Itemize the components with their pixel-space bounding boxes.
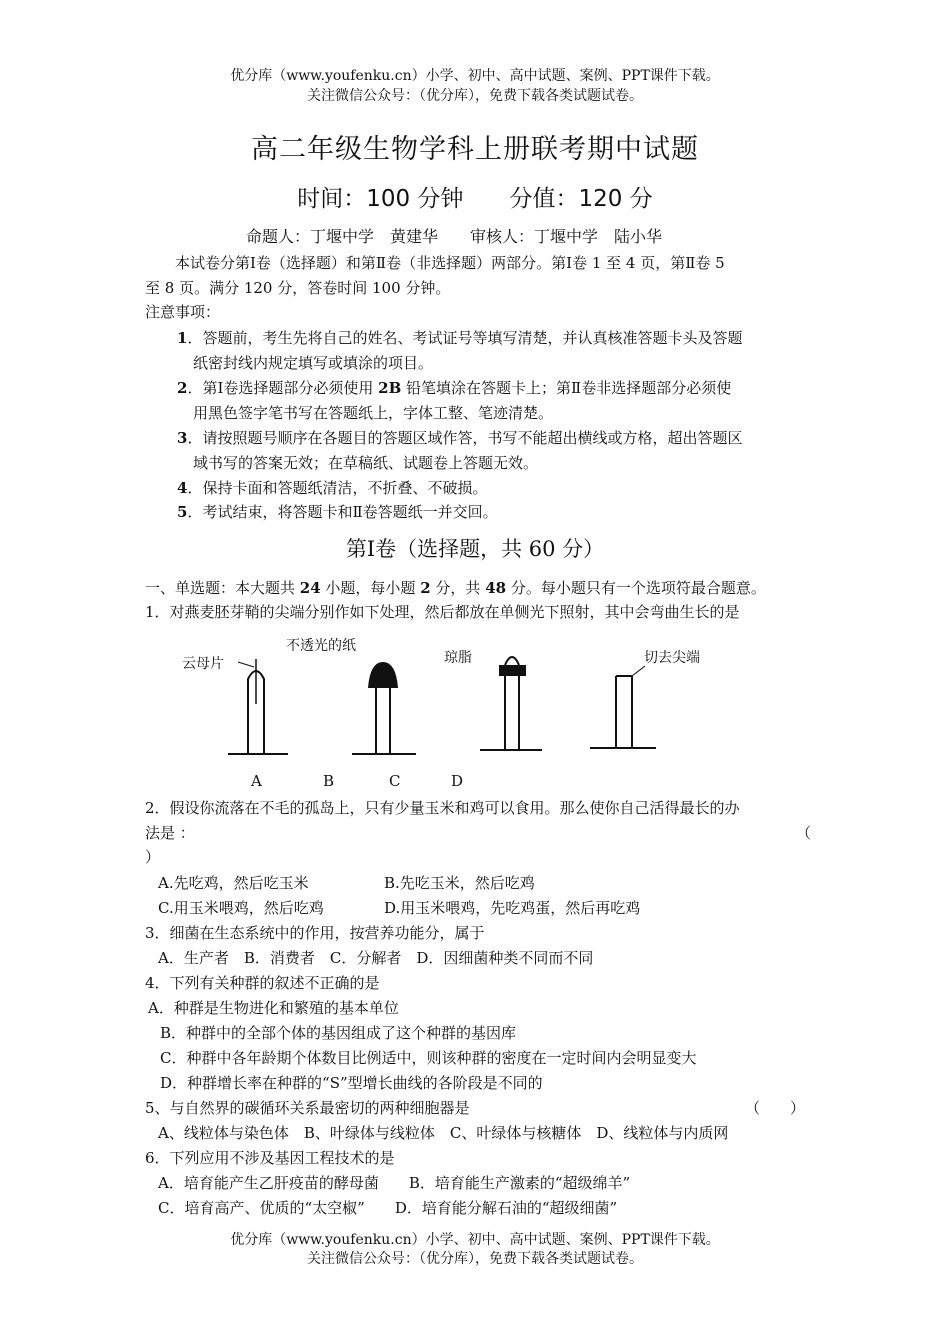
- question-4-option-b: B．种群中的全部个体的基因组成了这个种群的基因库: [160, 1024, 517, 1042]
- answer-paren-close: ）: [145, 848, 161, 866]
- question-6-options-ab: A．培育能产生乙肝疫苗的酵母菌 B．培育能生产激素的“超级绵羊”: [158, 1174, 631, 1192]
- note-5: 5．考试结束，将答题卡和Ⅱ卷答题纸一并交回。: [177, 503, 498, 521]
- exam-score: 分值：120 分: [509, 186, 653, 212]
- footer-line-1: 优分库（www.youfenku.cn）小学、初中、高中试题、案例、PPT课件下载。: [230, 1232, 720, 1248]
- question-5-paren: （ ）: [745, 1099, 806, 1117]
- figure-option-d: D: [451, 772, 464, 790]
- section-instructions: 一、单选题：本大题共 24 小题，每小题 2 分，共 48 分。每小题只有一个选项符最合题意。: [145, 579, 766, 597]
- question-6-stem: 6．下列应用不涉及基因工程技术的是: [145, 1149, 395, 1167]
- note-3-line-2: 域书写的答案无效；在草稿纸、试题卷上答题无效。: [193, 454, 539, 472]
- figure-option-a: A: [251, 772, 262, 790]
- figure-option-c: C: [389, 772, 401, 790]
- opaque-paper-cap: [368, 662, 398, 688]
- section-heading: 第Ⅰ卷（选择题，共 60 分）: [345, 537, 605, 561]
- question-6-options-cd: C．培育高产、优质的“太空椒” D．培育能分解石油的“超级细菌”: [158, 1199, 618, 1217]
- question-4-option-c: C．种群中各年龄期个体数目比例适中，则该种群的密度在一定时间内会明显变大: [160, 1049, 697, 1067]
- question-2-option-a: A.先吃鸡，然后吃玉米: [158, 874, 309, 892]
- question-3-options: A．生产者 B．消费者 C．分解者 D．因细菌种类不同而不同: [158, 949, 594, 967]
- question-2-stem-2: 法是 ：: [145, 824, 195, 842]
- intro-line-1: 本试卷分第Ⅰ卷（选择题）和第Ⅱ卷（非选择题）两部分。第Ⅰ卷 1 至 4 页，第Ⅱ卷 5: [175, 254, 725, 272]
- exam-subtitle: [0, 184, 950, 214]
- agar-block: [499, 665, 526, 676]
- coleoptile-d: [590, 666, 656, 748]
- figure-option-b: B: [323, 772, 335, 790]
- question-5-options: A、线粒体与染色体 B、叶绿体与线粒体 C、叶绿体与核糖体 D、线粒体与内质网: [158, 1124, 729, 1142]
- coleoptile-a: [228, 659, 288, 754]
- question-4-option-d: D．种群增长率在种群的“S”型增长曲线的各阶段是不同的: [160, 1074, 543, 1092]
- figure-label-cut-tip: 切去尖端: [644, 650, 700, 666]
- note-3-line-1: 3．请按照题号顺序在各题目的答题区域作答，书写不能超出横线或方格，超出答题区: [177, 429, 743, 447]
- notes-heading: 注意事项：: [145, 303, 221, 321]
- header-line-2: 关注微信公众号：（优分库），免费下载各类试题试卷。: [307, 88, 643, 104]
- intro-line-2: 至 8 页。满分 120 分，答卷时间 100 分钟。: [145, 279, 451, 297]
- header-line-1: 优分库（www.youfenku.cn）小学、初中、高中试题、案例、PPT课件下载。: [230, 68, 720, 84]
- page-title: 高二年级生物学科上册联考期中试题: [251, 134, 699, 165]
- exam-time: 时间：100 分钟: [297, 186, 464, 212]
- note-4: 4．保持卡面和答题纸清洁，不折叠、不破损。: [177, 479, 488, 497]
- question-2-option-c: C.用玉米喂鸡，然后吃鸡: [158, 899, 324, 917]
- note-1-line-2: 纸密封线内规定填写或填涂的项目。: [193, 354, 434, 372]
- question-2-stem-1: 2．假设你流落在不毛的孤岛上，只有少量玉米和鸡可以食用。那么使你自己活得最长的办: [145, 799, 740, 817]
- coleoptile-figure: [170, 632, 700, 802]
- note-1-line-1: 1．答题前，考生先将自己的姓名、考试证号等填写清楚，并认真核准答题卡头及答题: [177, 329, 743, 347]
- question-2-option-d: D.用玉米喂鸡，先吃鸡蛋，然后再吃鸡: [384, 899, 641, 917]
- figure-label-agar: 琼脂: [444, 650, 472, 666]
- note-2-line-1: 2．第Ⅰ卷选择题部分必须使用 2B 铅笔填涂在答题卡上；第Ⅱ卷非选择题部分必须使: [177, 379, 732, 397]
- question-2-option-b: B.先吃玉米，然后吃鸡: [384, 874, 535, 892]
- question-1-stem: 1．对燕麦胚芽鞘的尖端分别作如下处理，然后都放在单侧光下照射，其中会弯曲生长的是: [145, 603, 740, 621]
- question-5-stem: 5、与自然界的碳循环关系最密切的两种细胞器是: [145, 1099, 470, 1117]
- answer-paren-open: （: [796, 824, 812, 842]
- authors-line: 命题人：丁堰中学 黄建华 审核人：丁堰中学 陆小华: [246, 227, 663, 246]
- question-4-stem: 4．下列有关种群的叙述不正确的是: [145, 974, 380, 992]
- question-3-stem: 3．细菌在生态系统中的作用，按营养功能分，属于: [145, 924, 485, 942]
- question-4-option-a: A．种群是生物进化和繁殖的基本单位: [148, 999, 399, 1017]
- figure-label-mica: 云母片: [182, 656, 224, 672]
- figure-label-paper: 不透光的纸: [286, 638, 356, 654]
- note-2-line-2: 用黑色签字笔书写在答题纸上，字体工整、笔迹清楚。: [193, 404, 554, 422]
- footer-line-2: 关注微信公众号：（优分库），免费下载各类试题试卷。: [307, 1251, 643, 1267]
- coleoptile-b: [352, 688, 416, 754]
